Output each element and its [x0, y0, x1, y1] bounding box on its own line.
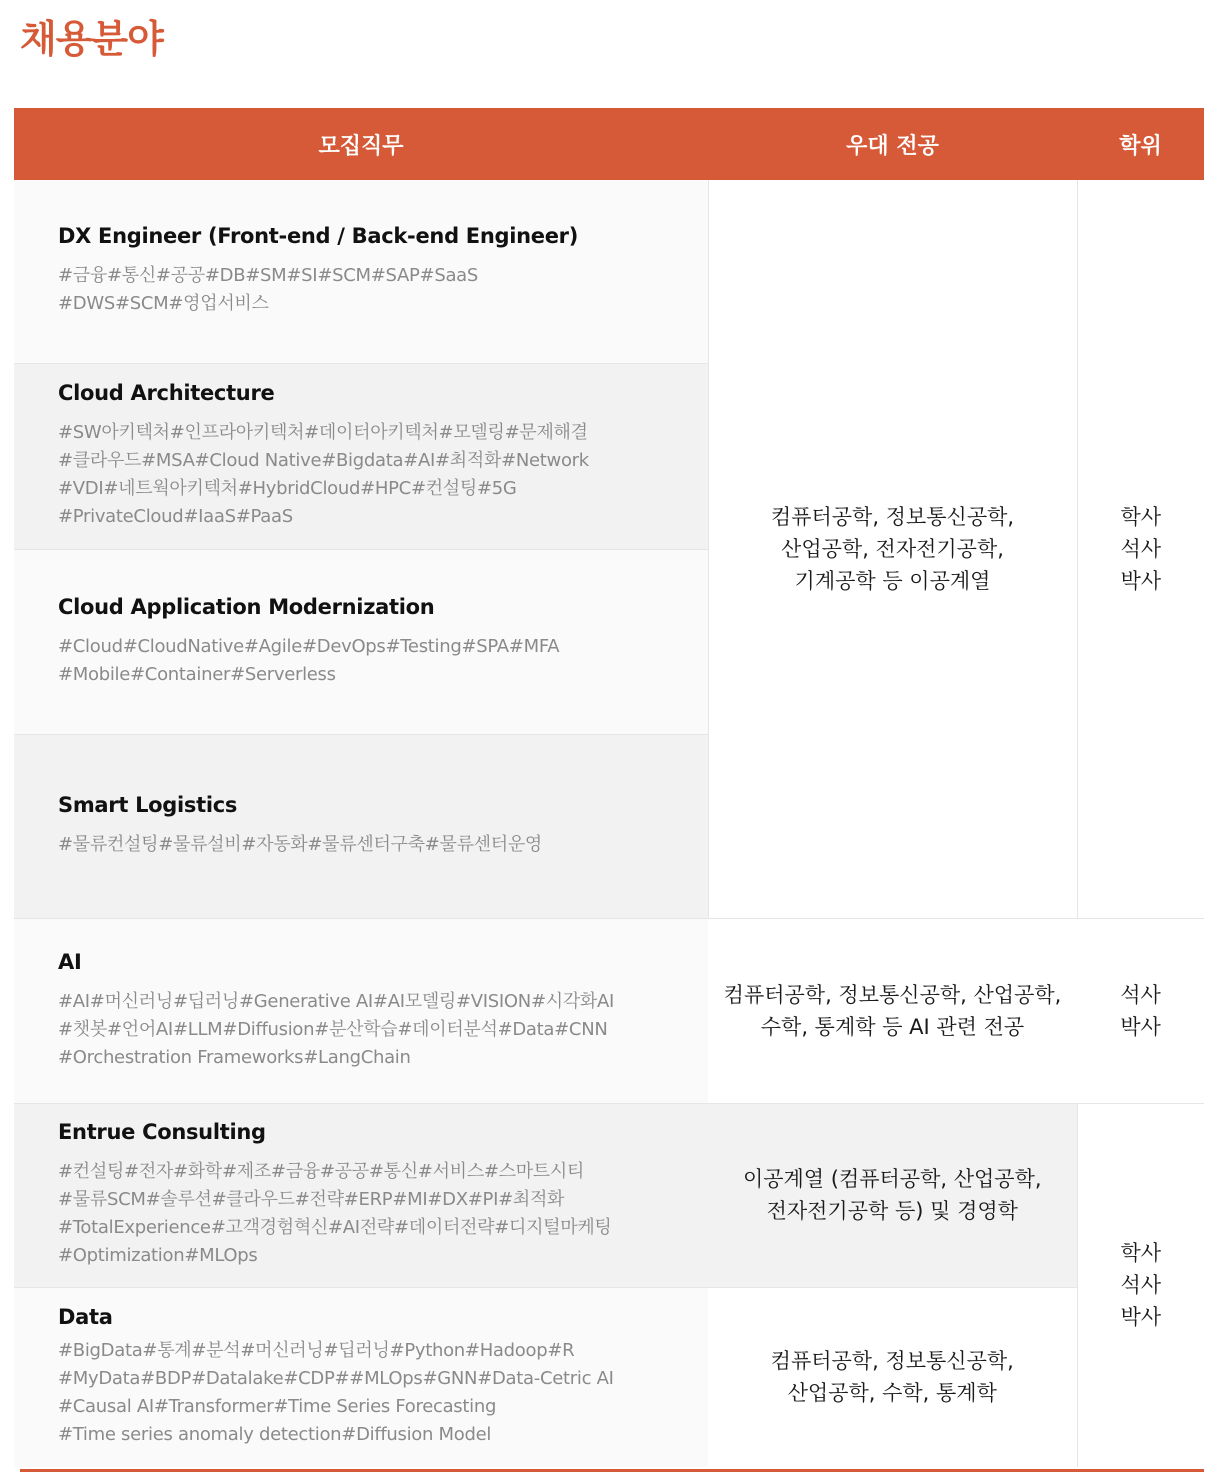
- job-cell-data: [14, 1287, 708, 1467]
- major-line: 컴퓨터공학, 정보통신공학, 산업공학,: [723, 982, 1062, 1007]
- tag-line: #클라우드#MSA#Cloud Native#Bigdata#AI#최적화#Network: [58, 450, 589, 471]
- job-title: Data: [58, 1305, 113, 1330]
- degree-cell-group3: [1077, 1103, 1204, 1467]
- degree-cell-group1: [1077, 180, 1204, 918]
- degree-line: 석사: [1120, 982, 1161, 1007]
- header-job: 모집직무: [14, 108, 708, 180]
- job-tags: [58, 633, 708, 689]
- major-cell-entrue: [708, 1103, 1077, 1287]
- header-major: 우대 전공: [708, 108, 1077, 180]
- job-cell-cloud-architecture: [14, 363, 708, 549]
- major-line: 컴퓨터공학, 정보통신공학,: [770, 504, 1015, 529]
- tag-line: #물류컨설팅#물류설비#자동화#물류센터구축#물류센터운영: [58, 834, 543, 855]
- tag-line: #MyData#BDP#Datalake#CDP##MLOps#GNN#Data-Cetric AI: [58, 1368, 614, 1390]
- job-tags: [58, 831, 708, 859]
- tag-line: #금융#통신#공공#DB#SM#SI#SCM#SAP#SaaS: [58, 265, 479, 287]
- job-title: Smart Logistics: [58, 793, 238, 817]
- degree-cell-ai: [1077, 918, 1204, 1103]
- degree-line: 박사: [1120, 1014, 1161, 1039]
- job-tags: [58, 419, 708, 531]
- job-title: AI: [58, 949, 82, 974]
- major-line: 기계공학 등 이공계열: [794, 568, 991, 593]
- table-row: [14, 918, 1204, 1103]
- tag-line: #PrivateCloud#IaaS#PaaS: [58, 506, 293, 527]
- degree-line: 학사: [1120, 1241, 1162, 1266]
- tag-line: #Mobile#Container#Serverless: [58, 663, 336, 685]
- recruitment-table: [14, 108, 1204, 1467]
- major-line: 산업공학, 전자전기공학,: [781, 536, 1004, 561]
- tag-line: #DWS#SCM#영업서비스: [58, 293, 269, 315]
- job-title: Cloud Architecture: [58, 381, 275, 405]
- degree-line: 박사: [1120, 568, 1162, 593]
- table-row: [14, 180, 1204, 363]
- job-cell-dx-engineer: [14, 180, 708, 363]
- major-cell-ai: [708, 918, 1077, 1103]
- degree-line: 석사: [1120, 536, 1162, 561]
- job-cell-cloud-app-modernization: [14, 549, 708, 734]
- degree-line: 박사: [1120, 1305, 1162, 1330]
- job-tags: [58, 262, 708, 318]
- major-line: 이공계열 (컴퓨터공학, 산업공학,: [742, 1167, 1042, 1191]
- job-cell-entrue-consulting: [14, 1103, 708, 1287]
- job-tags: [58, 1337, 708, 1449]
- major-line: 전자전기공학 등) 및 경영학: [766, 1199, 1018, 1223]
- job-tags: [58, 1158, 708, 1270]
- table-row: [14, 1287, 1204, 1467]
- major-line: 수학, 통계학 등 AI 관련 전공: [760, 1014, 1025, 1039]
- major-line: 컴퓨터공학, 정보통신공학,: [770, 1349, 1014, 1374]
- tag-line: #Time series anomaly detection#Diffusion Model: [58, 1424, 492, 1446]
- job-cell-ai: [14, 918, 708, 1103]
- tag-line: #챗봇#언어AI#LLM#Diffusion#분산학습#데이터분석#Data#CNN: [58, 1018, 608, 1040]
- tag-line: #BigData#통계#분석#머신러닝#딥러닝#Python#Hadoop#R: [58, 1340, 575, 1362]
- tag-line: #SW아키텍처#인프라아키텍처#데이터아키텍처#모델링#문제해결: [58, 422, 588, 443]
- job-title: Cloud Application Modernization: [58, 594, 435, 619]
- table-header: [14, 108, 1204, 180]
- job-title: DX Engineer (Front-end / Back-end Engineer): [58, 224, 579, 249]
- table-row: [14, 1103, 1204, 1287]
- header-degree: 학위: [1077, 108, 1204, 180]
- tag-line: #컨설팅#전자#화학#제조#금융#공공#통신#서비스#스마트시티: [58, 1161, 585, 1182]
- degree-line: 석사: [1120, 1273, 1162, 1298]
- job-cell-smart-logistics: [14, 734, 708, 918]
- tag-line: #Optimization#MLOps: [58, 1245, 258, 1266]
- job-title: Entrue Consulting: [58, 1120, 266, 1144]
- tag-line: #VDI#네트웍아키텍처#HybridCloud#HPC#컨설팅#5G: [58, 478, 517, 499]
- major-line: 산업공학, 수학, 통계학: [787, 1381, 997, 1406]
- tag-line: #Cloud#CloudNative#Agile#DevOps#Testing#SPA#MFA: [58, 635, 560, 657]
- tag-line: #AI#머신러닝#딥러닝#Generative AI#AI모델링#VISION#시각화AI: [58, 990, 615, 1012]
- tag-line: #물류SCM#솔루션#클라우드#전략#ERP#MI#DX#PI#최적화: [58, 1189, 565, 1210]
- page-title: 채용분야: [20, 17, 163, 61]
- major-cell-group1: [708, 180, 1077, 918]
- job-tags: [58, 988, 708, 1072]
- tag-line: #Causal AI#Transformer#Time Series Forecasting: [58, 1396, 497, 1418]
- bottom-divider: [20, 1469, 1204, 1472]
- tag-line: #TotalExperience#고객경험혁신#AI전략#데이터전략#디지털마케팅: [58, 1217, 612, 1238]
- degree-line: 학사: [1120, 504, 1162, 529]
- tag-line: #Orchestration Frameworks#LangChain: [58, 1046, 411, 1068]
- major-cell-data: [708, 1287, 1077, 1467]
